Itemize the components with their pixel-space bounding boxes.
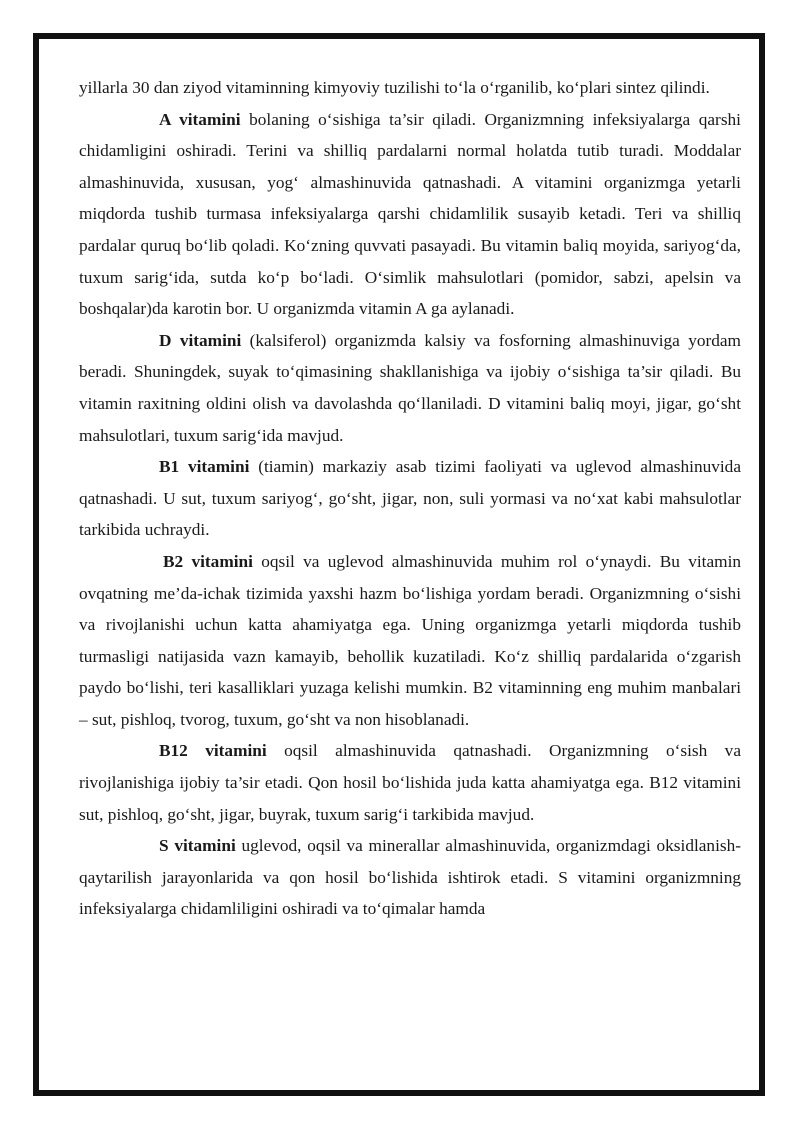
paragraph-vitamin-b2: [79, 546, 741, 736]
paragraph-intro: [79, 72, 741, 104]
paragraph-text: bolaning o‘sishiga ta’sir qiladi. Organizmning infeksiyalarga qarshi chidamligini oshiradi. Terini va shilliq pardalarni normal holatda tutib turadi. Moddalar almashinuvida, xususan, yog‘ almashinuvida qatnashadi. A vitamini organizmga yetarli miqdorda tushib turmasa infeksiyalarga qarshi chidamlilik susayib ketadi. Teri va shilliq pardalar quruq bo‘lib qoladi. Ko‘zning quvvati pasayadi. Bu vitamin baliq moyida, sariyog‘da, tuxum sarig‘ida, sutda ko‘p bo‘ladi. O‘simlik mahsulotlari (pomidor, sabzi, apelsin va boshqalar)da karotin bor. U organizmda vitamin A ga aylanadi.: [79, 109, 741, 319]
paragraph-vitamin-s: [79, 830, 741, 925]
term-vitamin-a: A vitamini: [159, 109, 241, 129]
paragraph-text: (tiamin) markaziy asab tizimi faoliyati va uglevod almashinuvida qatnashadi. U sut, tuxum sariyog‘, go‘sht, jigar, non, suli yormasi va no‘xat kabi mahsulotlar tarkibida uchraydi.: [79, 457, 741, 540]
term-vitamin-s: S vitamini: [159, 836, 236, 856]
document-body: [79, 72, 741, 925]
paragraph-vitamin-b1: [79, 451, 741, 546]
paragraph-vitamin-b12: [79, 735, 741, 830]
paragraph-text: uglevod, oqsil va minerallar almashinuvida, organizmdagi oksidlanish-qaytarilish jarayonlarida va qon hosil bo‘lishida ishtirok etadi. S vitamini organizmning infeksiyalarga chidamliligini oshiradi va to‘qimalar hamda: [79, 836, 741, 919]
paragraph-vitamin-a: [79, 104, 741, 325]
paragraph-text: oqsil almashinuvida qatnashadi. Organizmning o‘sish va rivojlanishiga ijobiy ta’sir etadi. Qon hosil bo‘lishida juda katta ahamiyatga ega. B12 vitamini sut, pishloq, go‘sht, jigar, buyrak, tuxum sarig‘i tarkibida mavjud.: [79, 741, 741, 824]
term-vitamin-d: D vitamini: [159, 330, 242, 350]
term-vitamin-b1: B1 vitamini: [159, 457, 250, 477]
term-vitamin-b12: B12 vitamini: [159, 741, 267, 761]
paragraph-text: (kalsiferol) organizmda kalsiy va fosforning almashinuviga yordam beradi. Shuningdek, suyak to‘qimasining shakllanishiga va ijobiy o‘sishiga ta’sir qiladi. Bu vitamin raxitning oldini olish va davolashda qo‘llaniladi. D vitamini baliq moyi, jigar, go‘sht mahsulotlari, tuxum sarig‘ida mavjud.: [79, 330, 741, 445]
paragraph-text: yillarla 30 dan ziyod vitaminning kimyoviy tuzilishi to‘la o‘rganilib, ko‘plari sintez qilindi.: [79, 78, 710, 97]
term-vitamin-b2: B2 vitamini: [163, 551, 253, 571]
paragraph-vitamin-d: [79, 325, 741, 451]
paragraph-text: oqsil va uglevod almashinuvida muhim rol o‘ynaydi. Bu vitamin ovqatning me’da-ichak tizimida yaxshi hazm bo‘lishiga yordam beradi. Organizmning o‘sishi va rivojlanishi uchun katta ahamiyatga ega. Uning organizmga yetarli miqdorda tushib turmasligi natijasida vazn kamayib, behollik kuzatiladi. Ko‘z shilliq pardalarida o‘zgarish paydo bo‘lishi, teri kasalliklari yuzaga kelishi mumkin. B2 vitaminning eng muhim manbalari – sut, pishloq, tvorog, tuxum, go‘sht va non hisoblanadi.: [79, 551, 742, 729]
